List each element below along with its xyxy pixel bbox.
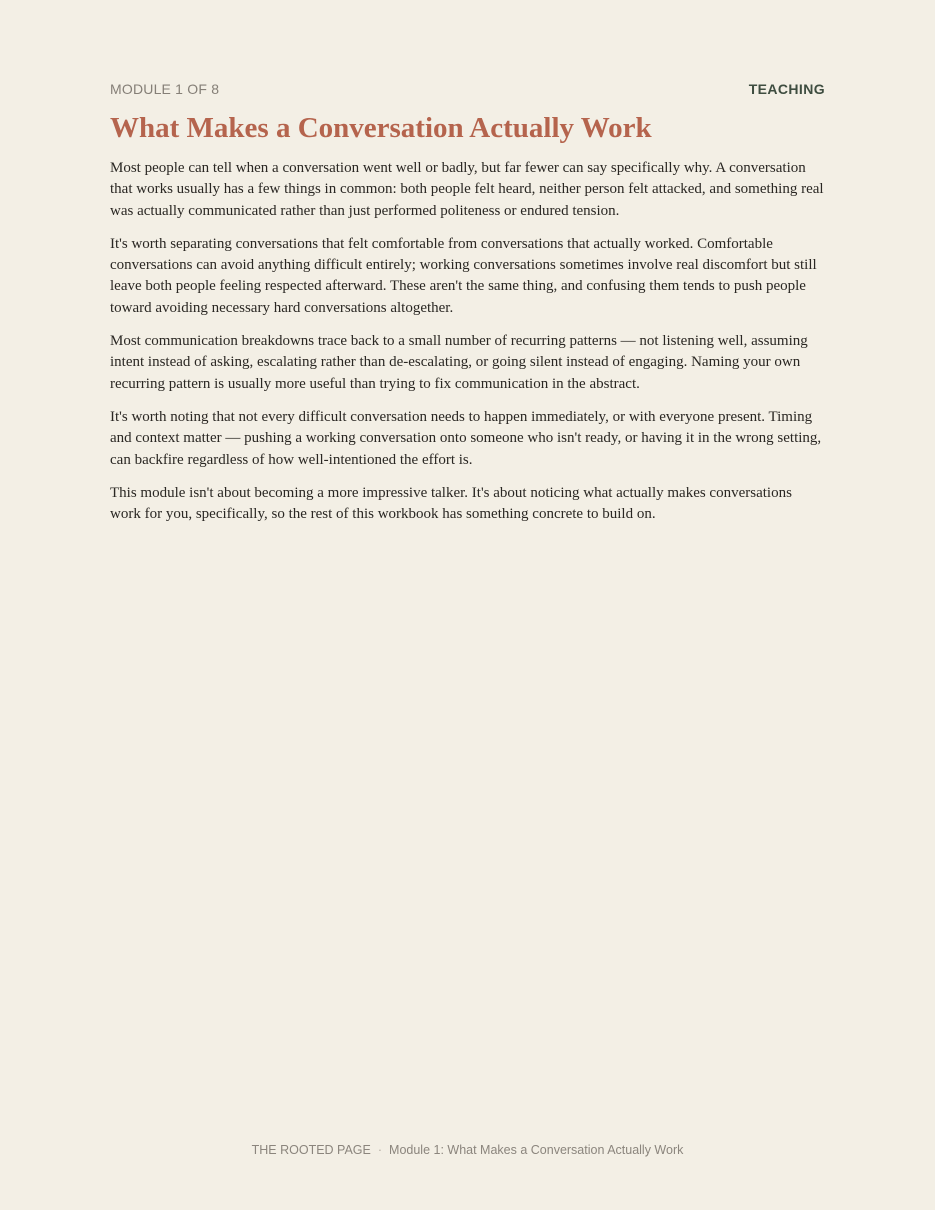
paragraph: It's worth noting that not every difficult conversation needs to happen immediately, or with everyone present. Timing and context matter — pushing a working conversation onto someone who isn't ready, or having it in the wrong setting, can backfire regardless of how well-intentioned the effort is. bbox=[110, 408, 822, 468]
footer-brand: THE ROOTED PAGE bbox=[251, 1143, 371, 1157]
section-tag: TEACHING bbox=[748, 81, 825, 97]
paragraph: Most communication breakdowns trace back to a small number of recurring patterns — not listening well, assuming intent instead of asking, escalating rather than de-escalating, or going silent instead of engaging. Naming your own recurring pattern is usually more useful than trying to fix communication in the abstract. bbox=[110, 333, 808, 392]
footer-module-label: Module 1: What Makes a Conversation Actually Work bbox=[389, 1143, 684, 1157]
paragraph: Most people can tell when a conversation went well or badly, but far fewer can say specifically why. A conversation that works usually has a few things in common: both people felt heard, neither person felt attacked, and something real was actually communicated rather than just performed politeness or endured tension. bbox=[110, 160, 824, 219]
page-title: What Makes a Conversation Actually Work bbox=[110, 112, 652, 144]
page-footer bbox=[0, 1143, 935, 1157]
paragraph: This module isn't about becoming a more impressive talker. It's about noticing what actually makes conversations work for you, specifically, so the rest of this workbook has something concrete to build on. bbox=[110, 484, 792, 523]
footer-separator: · bbox=[377, 1143, 383, 1157]
body-text bbox=[110, 158, 825, 537]
module-indicator: MODULE 1 OF 8 bbox=[110, 81, 220, 97]
workbook-page bbox=[110, 0, 825, 1210]
paragraph: It's worth separating conversations that felt comfortable from conversations that actually worked. Comfortable conversations can avoid anything difficult entirely; working conversations sometimes involve real discomfort but still leave both people feeling respected afterward. These aren't the same thing, and confusing them tends to push people toward avoiding necessary hard conversations altogether. bbox=[110, 235, 817, 316]
page-header bbox=[110, 80, 825, 98]
